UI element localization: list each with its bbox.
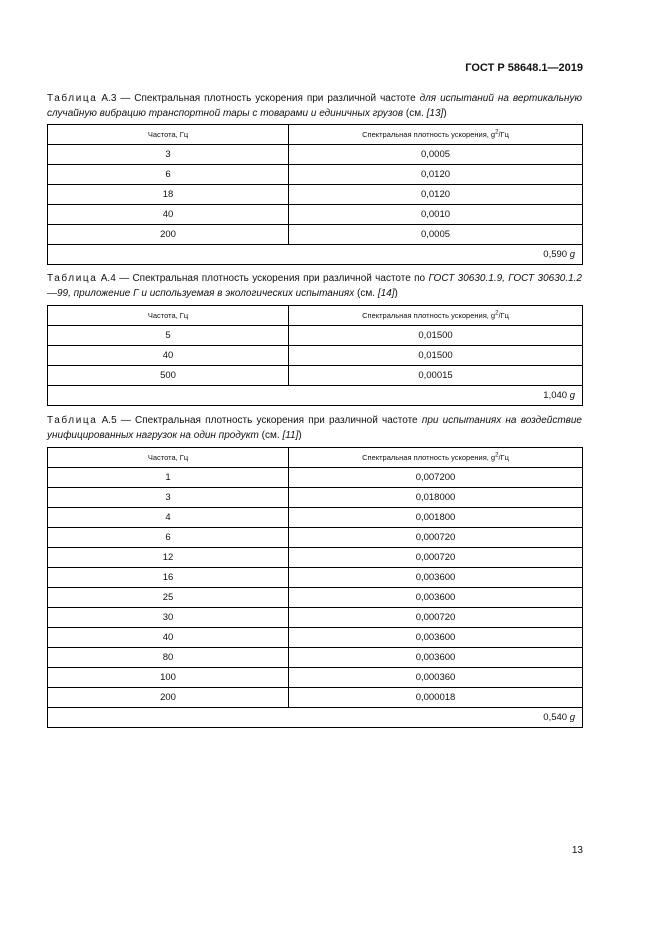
frequency-cell: 16 [48, 568, 289, 588]
table-row [48, 548, 583, 568]
column-header-density: Спектральная плотность ускорения, $g^2/Гц$ [289, 448, 583, 468]
total-row [48, 386, 583, 406]
frequency-cell: 40 [48, 205, 289, 225]
caption-reference: [14] [377, 288, 395, 299]
caption-reference: [13] [426, 108, 444, 119]
caption-text: — Спектральная плотность ускорения при различной частоте [116, 415, 422, 426]
table-row [48, 568, 583, 588]
document-code: ГОСТ Р 58648.1—2019 [465, 62, 583, 74]
frequency-cell: 5 [48, 326, 289, 346]
table-header-row [48, 125, 583, 145]
table-row [48, 185, 583, 205]
frequency-cell: 200 [48, 688, 289, 708]
table-row [48, 608, 583, 628]
page-number: 13 [571, 845, 583, 856]
table-row [48, 488, 583, 508]
frequency-cell: 3 [48, 145, 289, 165]
density-cell: 0,0005 [289, 145, 583, 165]
caption-ref-close: ) [298, 430, 302, 441]
density-cell: 0,0010 [289, 205, 583, 225]
frequency-cell: 25 [48, 588, 289, 608]
density-cell: 0,000360 [289, 668, 583, 688]
caption-ref-open: (см. [403, 108, 427, 119]
density-cell: 0,007200 [289, 468, 583, 488]
table-label: Таблица [47, 415, 98, 426]
caption-italic-text: для испытаний на вертикальную случайную вибрацию транспортной тары с товарами и единичных грузов [47, 93, 583, 119]
frequency-cell: 6 [48, 165, 289, 185]
table-a5 [47, 447, 583, 728]
table-row [48, 346, 583, 366]
frequency-cell: 40 [48, 346, 289, 366]
table-number: А.4 [100, 273, 116, 284]
caption-reference: [11] [282, 430, 299, 441]
table-number: А.5 [101, 415, 117, 426]
total-cell [48, 708, 583, 728]
column-header-density: Спектральная плотность ускорения, $g^2/Гц$ [289, 125, 583, 145]
density-cell: 0,000720 [289, 608, 583, 628]
table-row [48, 688, 583, 708]
density-cell: 0,01500 [289, 346, 583, 366]
frequency-cell: 500 [48, 366, 289, 386]
frequency-cell: 80 [48, 648, 289, 668]
caption-ref-close: ) [443, 108, 447, 119]
table-row [48, 165, 583, 185]
column-header-density: Спектральная плотность ускорения, $g^2/Гц$ [289, 306, 583, 326]
density-cell: 0,01500 [289, 326, 583, 346]
caption-text: — Спектральная плотность ускорения при различной частоте по [115, 273, 429, 284]
density-cell: 0,000720 [289, 528, 583, 548]
table-label: Таблица [47, 273, 98, 284]
total-row [48, 708, 583, 728]
caption-ref-open: (см. [354, 288, 378, 299]
density-cell: 0,001800 [289, 508, 583, 528]
table-a5-caption [47, 413, 582, 443]
density-cell: 0,003600 [289, 568, 583, 588]
density-cell: 0,0120 [289, 185, 583, 205]
column-header-frequency: Частота, Гц [48, 125, 289, 145]
table-header-row [48, 306, 583, 326]
table-row [48, 668, 583, 688]
table-row [48, 508, 583, 528]
table-row [48, 366, 583, 386]
frequency-cell: 18 [48, 185, 289, 205]
frequency-cell: 6 [48, 528, 289, 548]
table-label: Таблица [47, 93, 98, 104]
table-row [48, 528, 583, 548]
density-cell: 0,0005 [289, 225, 583, 245]
table-row [48, 468, 583, 488]
density-cell: 0,003600 [289, 648, 583, 668]
density-cell: 0,000720 [289, 548, 583, 568]
frequency-cell: 12 [48, 548, 289, 568]
table-a4 [47, 305, 583, 406]
table-a4-caption [47, 271, 582, 301]
total-cell [48, 386, 583, 406]
frequency-cell: 200 [48, 225, 289, 245]
table-number: А.3 [101, 93, 117, 104]
table-a3 [47, 124, 583, 265]
table-row [48, 205, 583, 225]
frequency-cell: 100 [48, 668, 289, 688]
caption-italic-text: ГОСТ 30630.1.9, ГОСТ 30630.1.2—99, приложение Г и используемая в экологических испытаниях [47, 273, 582, 299]
total-value: 0,540 [543, 712, 568, 723]
column-header-frequency: Частота, Гц [48, 448, 289, 468]
frequency-cell: 30 [48, 608, 289, 628]
density-cell: 0,003600 [289, 588, 583, 608]
density-cell: 0,0120 [289, 165, 583, 185]
table-row [48, 628, 583, 648]
caption-ref-open: (см. [258, 430, 283, 441]
total-value: 0,590 [543, 249, 568, 260]
table-row [48, 145, 583, 165]
column-header-frequency: Частота, Гц [48, 306, 289, 326]
frequency-cell: 3 [48, 488, 289, 508]
table-a3-caption [47, 91, 582, 121]
total-unit: g [569, 249, 575, 260]
total-cell [48, 245, 583, 265]
total-value: 1,040 [543, 390, 568, 401]
frequency-cell: 4 [48, 508, 289, 528]
caption-italic-text: при испытаниях на воздействие унифицированных нагрузок на один продукт [47, 415, 582, 441]
density-cell: 0,018000 [289, 488, 583, 508]
table-row [48, 648, 583, 668]
table-row [48, 588, 583, 608]
density-cell: 0,003600 [289, 628, 583, 648]
density-cell: 0,000018 [289, 688, 583, 708]
caption-ref-close: ) [394, 288, 398, 299]
total-row [48, 245, 583, 265]
density-cell: 0,00015 [289, 366, 583, 386]
total-unit: g [569, 390, 575, 401]
table-row [48, 225, 583, 245]
frequency-cell: 1 [48, 468, 289, 488]
frequency-cell: 40 [48, 628, 289, 648]
caption-text: — Спектральная плотность ускорения при различной частоте [116, 93, 420, 104]
table-row [48, 326, 583, 346]
table-header-row [48, 448, 583, 468]
total-unit: g [569, 712, 575, 723]
